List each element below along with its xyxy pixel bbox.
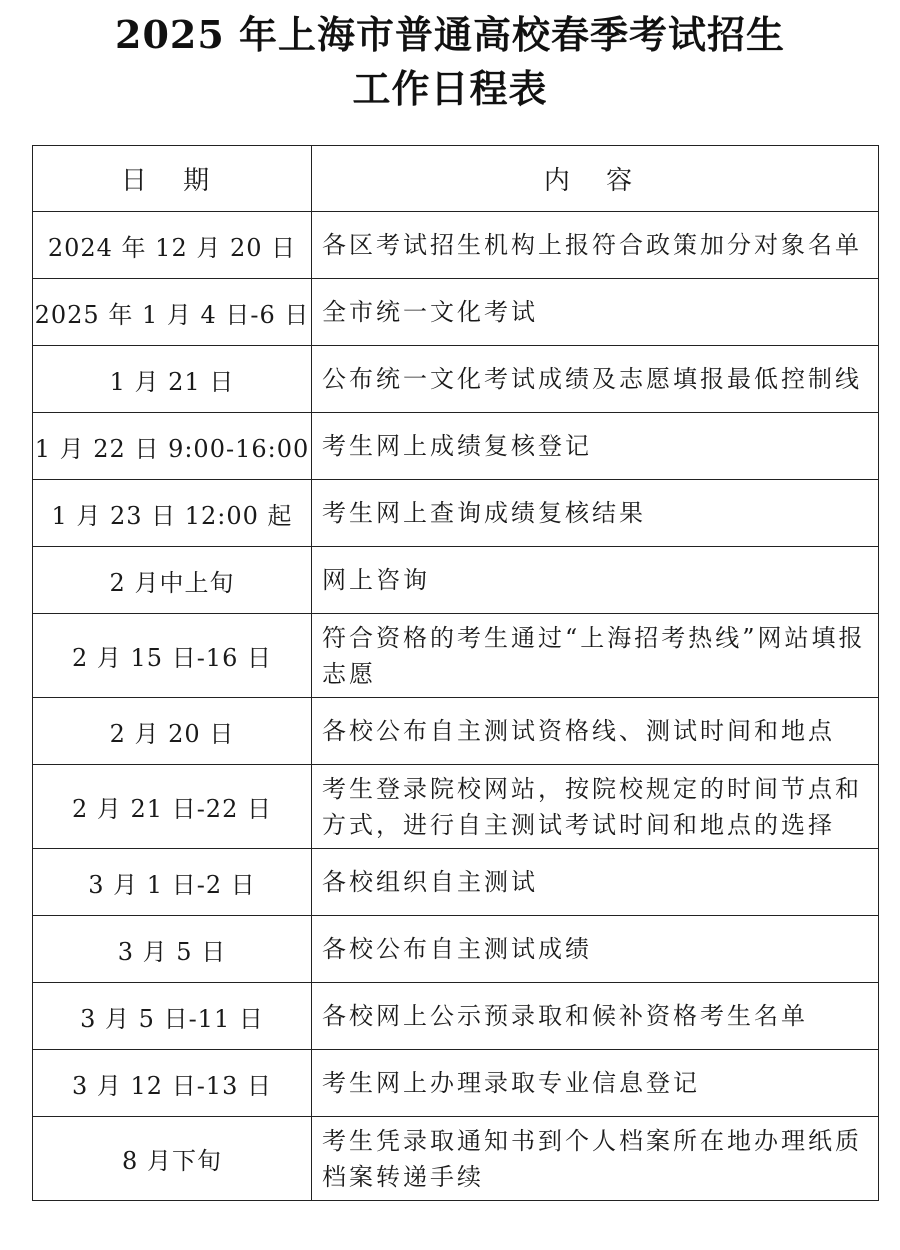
- table-row: [33, 279, 879, 346]
- table-row: [33, 480, 879, 547]
- date-cell: 2024 年 12 月 20 日: [33, 212, 312, 279]
- header-content: 内 容: [312, 146, 879, 212]
- table-row: [33, 413, 879, 480]
- date-cell: 1 月 23 日 12:00 起: [33, 480, 312, 547]
- content-cell: 各校网上公示预录取和候补资格考生名单: [312, 983, 879, 1050]
- date-cell: 2 月 15 日-16 日: [33, 614, 312, 698]
- table-row: [33, 547, 879, 614]
- content-cell: 网上咨询: [312, 547, 879, 614]
- date-cell: 8 月下旬: [33, 1117, 312, 1201]
- table-header-row: [33, 146, 879, 212]
- table-row: [33, 983, 879, 1050]
- table-row: [33, 765, 879, 849]
- table-row: [33, 849, 879, 916]
- date-cell: 2025 年 1 月 4 日-6 日: [33, 279, 312, 346]
- header-date: 日 期: [33, 146, 312, 212]
- content-cell: 公布统一文化考试成绩及志愿填报最低控制线: [312, 346, 879, 413]
- content-cell: 各校组织自主测试: [312, 849, 879, 916]
- schedule-table: [32, 145, 879, 1201]
- content-cell: 考生网上成绩复核登记: [312, 413, 879, 480]
- table-row: [33, 346, 879, 413]
- content-cell: 考生网上查询成绩复核结果: [312, 480, 879, 547]
- table-row: [33, 1117, 879, 1201]
- date-cell: 1 月 21 日: [33, 346, 312, 413]
- date-cell: 2 月中上旬: [33, 547, 312, 614]
- table-row: [33, 698, 879, 765]
- content-cell: 符合资格的考生通过“上海招考热线”网站填报志愿: [312, 614, 879, 698]
- title-line-1: 2025 年上海市普通高校春季考试招生: [115, 12, 785, 57]
- table-row: [33, 212, 879, 279]
- content-cell: 考生凭录取通知书到个人档案所在地办理纸质档案转递手续: [312, 1117, 879, 1201]
- title-line-2: 工作日程表: [352, 66, 548, 111]
- date-cell: 3 月 1 日-2 日: [33, 849, 312, 916]
- content-cell: 考生网上办理录取专业信息登记: [312, 1050, 879, 1117]
- table-row: [33, 614, 879, 698]
- content-cell: 各校公布自主测试成绩: [312, 916, 879, 983]
- date-cell: 3 月 12 日-13 日: [33, 1050, 312, 1117]
- content-cell: 各区考试招生机构上报符合政策加分对象名单: [312, 212, 879, 279]
- table-row: [33, 916, 879, 983]
- content-cell: 各校公布自主测试资格线、测试时间和地点: [312, 698, 879, 765]
- date-cell: 1 月 22 日 9:00-16:00: [33, 413, 312, 480]
- content-cell: 全市统一文化考试: [312, 279, 879, 346]
- date-cell: 3 月 5 日-11 日: [33, 983, 312, 1050]
- date-cell: 3 月 5 日: [33, 916, 312, 983]
- content-cell: 考生登录院校网站，按院校规定的时间节点和方式，进行自主测试考试时间和地点的选择: [312, 765, 879, 849]
- date-cell: 2 月 20 日: [33, 698, 312, 765]
- table-row: [33, 1050, 879, 1117]
- date-cell: 2 月 21 日-22 日: [33, 765, 312, 849]
- document-title: [0, 8, 900, 116]
